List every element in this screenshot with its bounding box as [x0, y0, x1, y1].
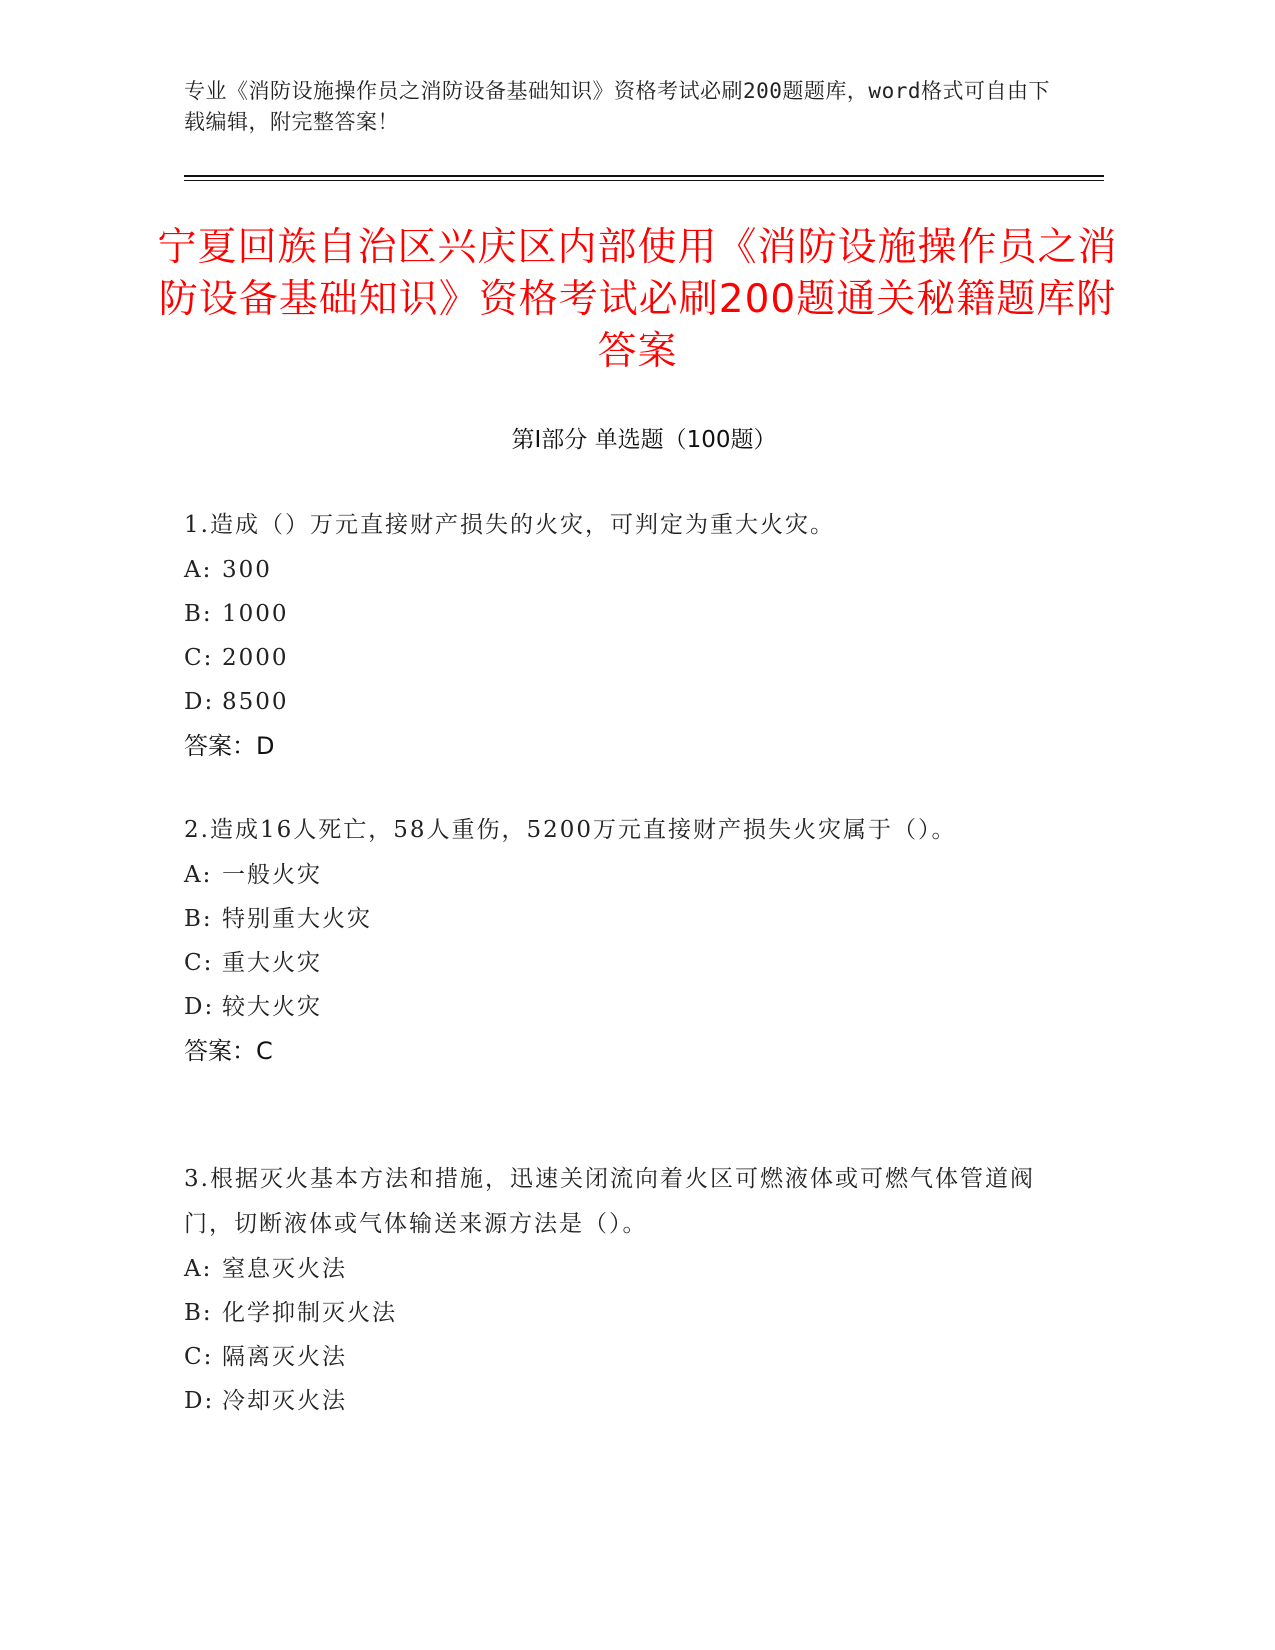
header-note: 专业《消防设施操作员之消防设备基础知识》资格考试必刷200题题库，word格式可自由下载编辑，附完整答案！	[184, 79, 1050, 134]
option-c: C: 重大火灾	[184, 950, 322, 976]
option-a: A: 300	[184, 557, 272, 583]
question-stem: 2.造成16人死亡，58人重伤，5200万元直接财产损失火灾属于（）。	[184, 817, 957, 843]
header-rule-thin	[184, 180, 1104, 181]
answer-line: 答案：D	[184, 732, 275, 760]
header-rule-thick	[184, 175, 1104, 177]
option-a: A: 窒息灭火法	[184, 1256, 347, 1282]
question-2	[184, 808, 1064, 1073]
option-c: C: 2000	[184, 645, 289, 671]
option-d: D: 冷却灭火法	[184, 1388, 347, 1414]
question-3	[184, 1157, 1064, 1423]
option-b: B: 化学抑制灭火法	[184, 1300, 397, 1326]
option-a: A: 一般火灾	[184, 862, 322, 888]
option-c: C: 隔离灭火法	[184, 1344, 347, 1370]
question-stem: 1.造成（）万元直接财产损失的火灾，可判定为重大火灾。	[184, 512, 835, 538]
option-b: B: 1000	[184, 601, 289, 627]
question-stem: 3.根据灭火基本方法和措施，迅速关闭流向着火区可燃液体或可燃气体管道阀门，切断液体或气体输送来源方法是（）。	[184, 1166, 1035, 1237]
question-1	[184, 503, 1064, 768]
option-b: B: 特别重大火灾	[184, 906, 372, 932]
answer-line: 答案：C	[184, 1037, 273, 1065]
option-d: D: 8500	[184, 689, 289, 715]
document-title: 宁夏回族自治区兴庆区内部使用《消防设施操作员之消防设备基础知识》资格考试必刷200题通关秘籍题库附答案	[157, 225, 1118, 374]
section-heading: 第Ⅰ部分 单选题（100题）	[511, 427, 777, 453]
option-d: D: 较大火灾	[184, 994, 322, 1020]
